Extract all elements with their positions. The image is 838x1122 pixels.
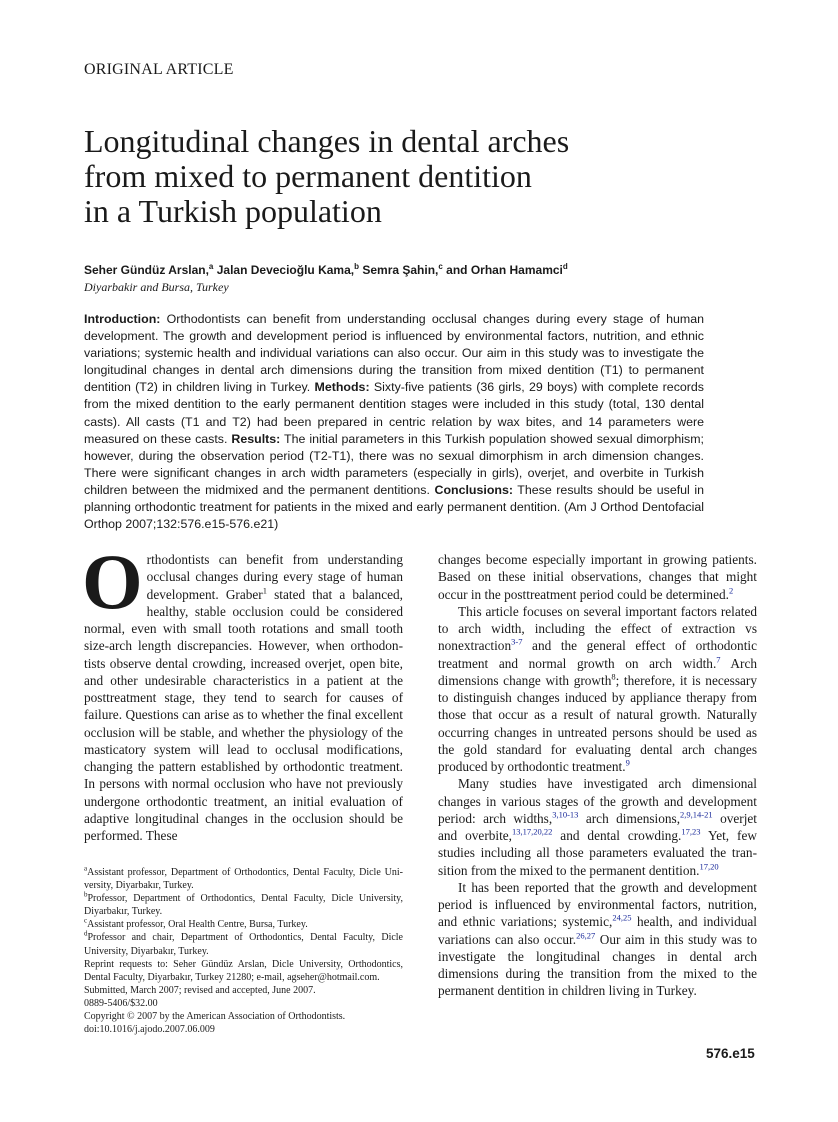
author-name: and Orhan Hamamci xyxy=(446,263,563,277)
citation-link: 8 xyxy=(611,671,616,682)
title-line: Longitudinal changes in dental arches xyxy=(84,123,570,159)
paragraph xyxy=(438,775,757,879)
body-text: It has been reported that the growth and development period is influenced by environmental factors, nutrition, and ethnic variations; systemic, xyxy=(438,879,757,930)
footnote-mark: d xyxy=(84,930,88,939)
abstract-section-label: Results: xyxy=(231,431,281,446)
author-name: Semra Şahin, xyxy=(362,263,439,277)
author-mark: a xyxy=(208,262,214,271)
author-list xyxy=(84,262,568,277)
drop-cap: O xyxy=(82,538,143,625)
footnote-text: Assistant professor, Oral Health Centre, Bursa, Turkey. xyxy=(87,919,308,931)
body-text: and dental crowding. xyxy=(552,828,682,843)
footnote-text: Copyright © 2007 by the American Association of Orthodontists. xyxy=(84,1011,346,1023)
body-text: Many studies have investigated arch dimensional changes in various stages of the growth and development period: arch widths, xyxy=(438,776,757,826)
author-mark: d xyxy=(562,262,568,271)
footnote xyxy=(84,1010,403,1023)
body-text: Arch dimensions change with growth xyxy=(438,655,758,688)
body-text: This article focuses on several important factors related to arch width, including the effect of extraction vs nonextraction xyxy=(438,603,757,654)
citation-link[interactable]: 2 xyxy=(728,585,734,596)
abstract-section-text: These results should be useful in planning orthodontic treatment for patients in the mixed and early permanent dentition. (Am J Orthod Dentofacial Orthop 2007;132:576.e15-576.e21) xyxy=(84,482,704,532)
body-text: stated that a balanced, healthy, stable occlusion could be considered normal, even with small tooth rotations and small tooth size-arch length discrepancies. However, when orthodontists observe dental crowding, increased overjet, open bite, and other undesirable characteristics in a patient at the posttreatment stage, they tend to search for causes of failure. Questions can arise as to whether the final excellent occlusion will be stable, and whether the physiology of the masticatory system will lead to occlusal modifications, changing the pattern established by orthodontic treatment. In persons with normal occlusion who have not previously undergone orthodontic treatment, an initial evaluation of adaptive longitudinal changes in the occlusion should be performed. These xyxy=(84,586,403,843)
citation-link[interactable]: 7 xyxy=(716,654,721,665)
abstract-section-text: Sixty-five patients (36 girls, 29 boys) with complete records from the mixed dentition to the early permanent dentition stages were included in this study (total, 130 dental casts). All casts (T1 and T2) had been prepared in centric relation by wax bites, and 14 parameters were measured on these casts. xyxy=(84,380,705,446)
footnote-text: doi:10.1016/j.ajodo.2007.06.009 xyxy=(84,1024,215,1036)
paragraph xyxy=(438,879,757,1000)
author-mark: c xyxy=(438,262,443,271)
citation-link[interactable]: 9 xyxy=(625,757,630,768)
body-text: Yet, few studies including all those parameters evaluated the transition from the mixed to the permanent dentition. xyxy=(438,828,757,878)
title-line: in a Turkish population xyxy=(84,193,382,229)
citation-link[interactable]: 2,9,14-21 xyxy=(680,809,713,820)
abstract-section-text: The initial parameters in this Turkish population showed sexual dimorphism; however, during the observation period (T2-T1), there was no sexual dimorphism in arch dimension changes. There were significant changes in arch width parameters (especially in girls), overjet, and overbite in Turkish children between the midmixed and the permanent dentitions. xyxy=(84,431,704,497)
body-text: ; therefore, it is necessary to distinguish changes induced by appliance therapy from those that occur as a result of natural growth. Naturally occurring changes in untreated persons should be used as the gold standard for evaluating dental arch changes produced by orthodontic treatment. xyxy=(438,672,757,774)
citation-link[interactable]: 3,10-13 xyxy=(552,809,579,820)
footnote-mark: a xyxy=(84,864,88,873)
footnote-text: Professor, Department of Orthodontics, Dental Faculty, Dicle University, Diyarbakır, Turkey. xyxy=(84,893,403,918)
author-mark: b xyxy=(354,262,359,271)
footnotes xyxy=(84,866,403,1036)
citation-link[interactable]: 13,17,20,22 xyxy=(512,826,553,837)
footnote-text: Professor and chair, Department of Orthodontics, Dental Faculty, Dicle University, Diyarbakır, Turkey. xyxy=(84,932,403,957)
author-name: Seher Gündüz Arslan, xyxy=(84,263,209,277)
footnote xyxy=(84,1023,403,1036)
footnote xyxy=(84,892,403,918)
footnote xyxy=(84,984,403,997)
citation-link[interactable]: 26,27 xyxy=(576,930,596,941)
body-text: overjet and overbite, xyxy=(438,810,757,843)
citation-link[interactable]: 24,25 xyxy=(612,912,632,923)
body-text: and the general effect of orthodontic treatment and normal growth on arch width. xyxy=(438,638,757,671)
citation-link: 1 xyxy=(262,585,267,596)
footnote xyxy=(84,931,403,957)
footnote xyxy=(84,918,403,931)
body-text: Our aim in this study was to investigate the longitudinal changes in dental arch dimensions during the transition from the mixed to the permanent dentition in children living in Turkey. xyxy=(438,931,757,999)
author-name: Jalan Devecioğlu Kama, xyxy=(216,263,355,277)
citation-link[interactable]: 3-7 xyxy=(511,636,523,647)
footnote-mark: b xyxy=(84,890,88,899)
body-right-column xyxy=(438,551,757,1000)
article-title xyxy=(84,124,734,229)
footnote-text: Reprint requests to: Seher Gündüz Arslan, Dicle University, Orthodontics, Dental Faculty, Diyarbakır, Turkey 21280; e-mail, agseher@hotmail.com. xyxy=(84,958,403,983)
body-text: changes become especially important in growing patients. Based on these initial observations, changes that might occur in the posttreatment period could be determined. xyxy=(438,552,757,602)
citation-link[interactable]: 17,20 xyxy=(699,861,719,872)
footnote xyxy=(84,997,403,1010)
footnote xyxy=(84,958,403,984)
footnote xyxy=(84,866,403,892)
footnote-text: Submitted, March 2007; revised and accepted, June 2007. xyxy=(84,984,316,996)
abstract-section-label: Conclusions: xyxy=(434,482,513,497)
abstract-section-text: Orthodontists can benefit from understanding occlusal changes during every stage of human development. The growth and development period is influenced by environmental factors, nutrition, and ethnic variations; systemic health and individual variations can also occur. Our aim in this study was to investigate the longitudinal changes in dental arch dimensions during the transition from mixed dentition (T1) to permanent dentition (T2) in children living in Turkey. xyxy=(84,312,704,395)
footnote-mark: c xyxy=(84,917,88,926)
footnote-text: 0889-5406/$32.00 xyxy=(84,997,158,1009)
body-text: arch dimensions, xyxy=(578,810,681,826)
affiliation: Diyarbakir and Bursa, Turkey xyxy=(84,280,229,294)
footnote-text: Assistant professor, Department of Orthodontics, Dental Faculty, Dicle University, Diyarbakır, Turkey. xyxy=(84,867,403,892)
abstract xyxy=(84,311,704,533)
body-text: health, and individual variations can also occur. xyxy=(438,914,757,947)
abstract-section-label: Introduction: xyxy=(84,312,161,326)
title-line: from mixed to permanent dentition xyxy=(84,158,532,194)
body-text: rthodontists can benefit from understanding occlusal changes during every stage of human development. Graber xyxy=(146,552,403,602)
page-number: 576.e15 xyxy=(706,1046,755,1061)
citation-link[interactable]: 17,23 xyxy=(681,826,701,837)
abstract-section-label: Methods: xyxy=(314,380,370,395)
paragraph xyxy=(438,551,757,603)
article-type-label: ORIGINAL ARTICLE xyxy=(84,61,234,78)
body-left-column xyxy=(82,538,403,844)
paragraph xyxy=(438,603,757,776)
